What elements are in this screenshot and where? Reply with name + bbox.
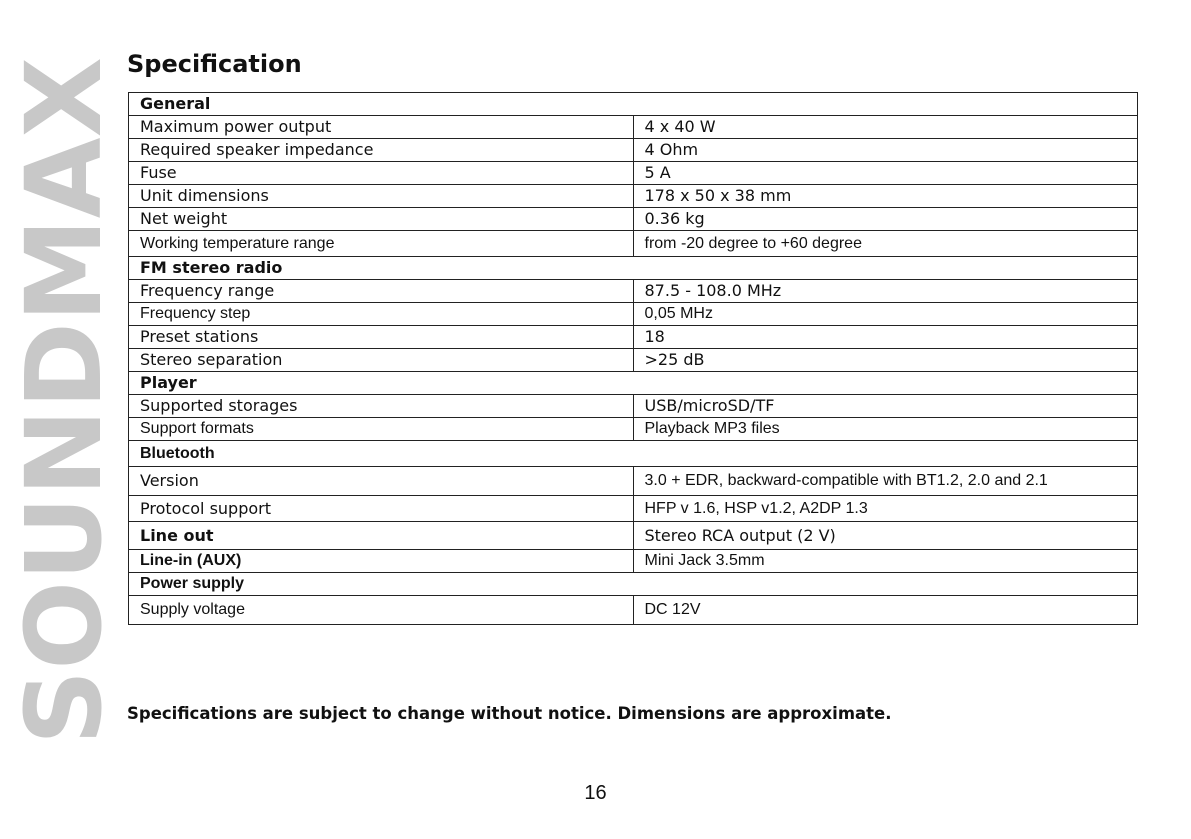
table-row [129,395,1138,418]
table-row [129,231,1138,257]
spec-label: Maximum power output [129,116,634,139]
spec-label: Stereo separation [129,349,634,372]
table-row [129,116,1138,139]
spec-label-line-out: Line out [129,522,634,550]
spec-label: Preset stations [129,326,634,349]
spec-value: 4 x 40 W [633,116,1138,139]
spec-label: Frequency range [129,280,634,303]
spec-label-line-in: Line-in (AUX) [129,550,634,573]
spec-value: USB/microSD/TF [633,395,1138,418]
spec-value: 0,05 MHz [633,303,1138,326]
spec-label: Fuse [129,162,634,185]
table-row [129,467,1138,496]
table-row [129,303,1138,326]
spec-value: DC 12V [633,596,1138,625]
table-row [129,522,1138,550]
table-row [129,280,1138,303]
spec-label: Support formats [129,418,634,441]
table-row [129,349,1138,372]
spec-table [128,92,1138,625]
spec-value: HFP v 1.6, HSP v1.2, A2DP 1.3 [633,496,1138,522]
section-header-bluetooth: Bluetooth [129,441,1138,467]
table-row [129,208,1138,231]
section-header-general: General [129,93,1138,116]
section-header-row [129,372,1138,395]
table-row [129,550,1138,573]
spec-label: Frequency step [129,303,634,326]
spec-label: Supported storages [129,395,634,418]
table-row [129,418,1138,441]
spec-value: 87.5 - 108.0 MHz [633,280,1138,303]
spec-label: Protocol support [129,496,634,522]
spec-label: Supply voltage [129,596,634,625]
spec-value: from -20 degree to +60 degree [633,231,1138,257]
table-row [129,139,1138,162]
spec-value: >25 dB [633,349,1138,372]
spec-value: 178 x 50 x 38 mm [633,185,1138,208]
section-header-power-supply: Power supply [129,573,1138,596]
spec-value: 18 [633,326,1138,349]
section-header-row [129,257,1138,280]
spec-label: Unit dimensions [129,185,634,208]
section-header-row [129,93,1138,116]
spec-label: Version [129,467,634,496]
spec-label: Working temperature range [129,231,634,257]
footnote: Specifications are subject to change without notice. Dimensions are approximate. [127,704,892,723]
spec-value: Playback MP3 files [633,418,1138,441]
spec-value: Stereo RCA output (2 V) [633,522,1138,550]
spec-value: 4 Ohm [633,139,1138,162]
page-title: Specification [127,50,302,78]
spec-value: Mini Jack 3.5mm [633,550,1138,573]
brand-logo-text: SOUNDMAX [3,59,125,745]
page-number: 16 [584,782,607,804]
table-row [129,326,1138,349]
table-row [129,162,1138,185]
brand-logo [3,56,125,746]
table-row [129,596,1138,625]
section-header-fm-radio: FM stereo radio [129,257,1138,280]
table-row [129,185,1138,208]
spec-value: 0.36 kg [633,208,1138,231]
spec-label: Required speaker impedance [129,139,634,162]
table-row [129,496,1138,522]
spec-label: Net weight [129,208,634,231]
section-header-row [129,441,1138,467]
spec-value: 3.0 + EDR, backward-compatible with BT1.2, 2.0 and 2.1 [633,467,1138,496]
section-header-row [129,573,1138,596]
section-header-player: Player [129,372,1138,395]
spec-value: 5 A [633,162,1138,185]
